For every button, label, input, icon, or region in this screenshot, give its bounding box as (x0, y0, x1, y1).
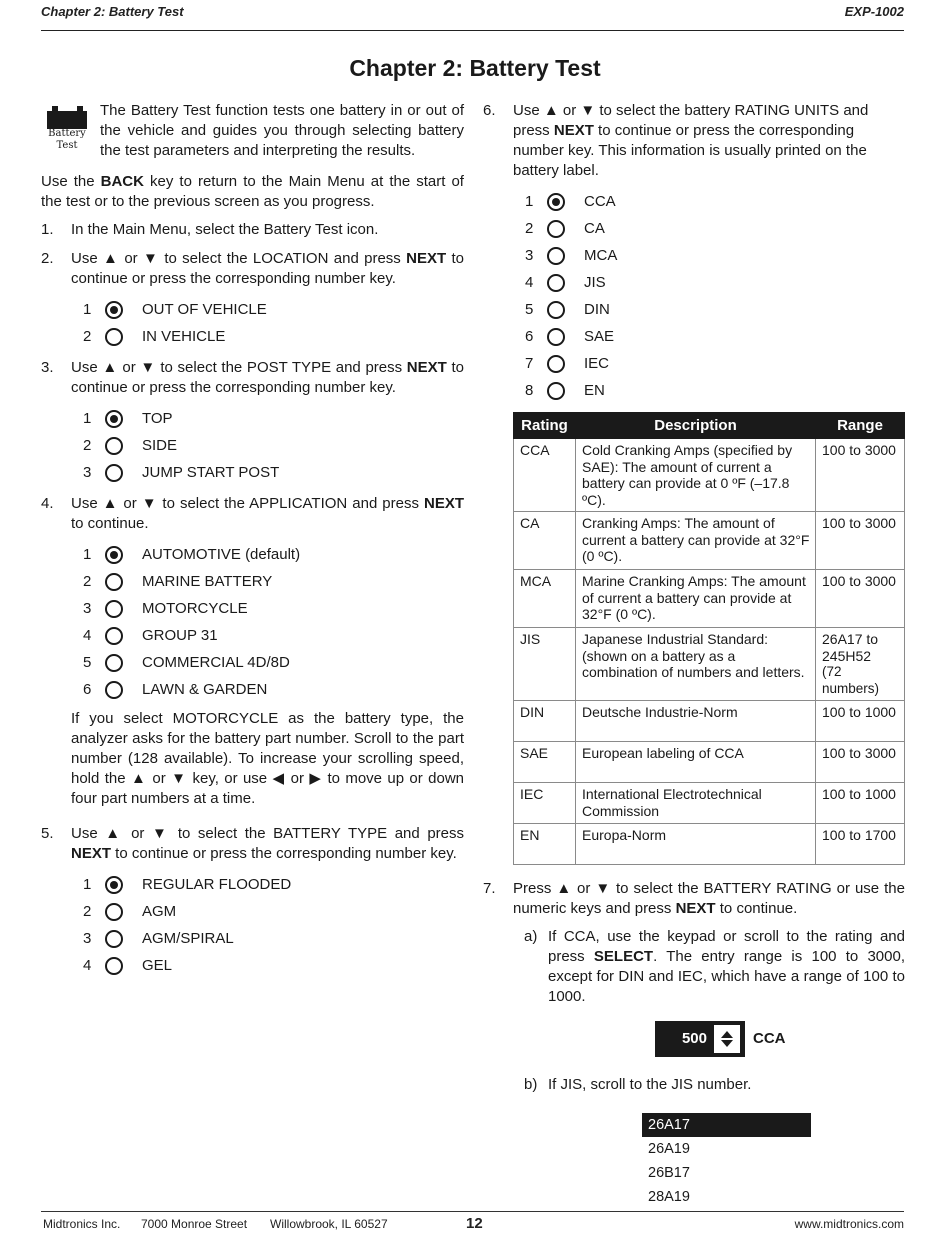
radio-icon[interactable] (105, 654, 123, 672)
option-label: COMMERCIAL 4D/8D (142, 653, 290, 671)
option-jump-start-post[interactable] (83, 459, 464, 486)
option-mca[interactable] (525, 242, 905, 269)
option-number: 6 (525, 327, 534, 345)
option-jis[interactable] (525, 269, 905, 296)
option-number: 1 (83, 300, 92, 318)
cell-range: 100 to 3000 (816, 512, 905, 570)
step-number: 1. (41, 221, 54, 238)
cell-description: Europa-Norm (576, 824, 816, 865)
option-number: 3 (83, 463, 92, 481)
option-din[interactable] (525, 296, 905, 323)
cell-range (816, 628, 905, 701)
step-text (513, 101, 905, 181)
option-number: 2 (83, 572, 92, 590)
cell-description: Deutsche Industrie-Norm (576, 701, 816, 742)
radio-icon[interactable] (105, 437, 123, 455)
cell-range: 100 to 1000 (816, 783, 905, 824)
step-2 (41, 249, 464, 350)
option-motorcycle[interactable] (83, 595, 464, 622)
page-number: 12 (466, 1215, 483, 1232)
list-item[interactable]: 26B17 (648, 1165, 690, 1181)
option-label: OUT OF VEHICLE (142, 300, 267, 318)
cell-rating: JIS (514, 628, 576, 701)
footer-rule (41, 1211, 904, 1212)
cell-range: 100 to 3000 (816, 742, 905, 783)
step-6 (483, 101, 905, 404)
col-header-rating: Rating (514, 413, 576, 439)
footer-city: Willowbrook, IL 60527 (270, 1217, 388, 1231)
step-4 (41, 494, 464, 809)
step-1 (41, 220, 464, 240)
option-number: 2 (83, 902, 92, 920)
table-row (514, 512, 905, 570)
option-label: JIS (584, 273, 606, 291)
option-label: DIN (584, 300, 610, 318)
radio-icon[interactable] (547, 247, 565, 265)
battery-caption-line1: Battery (48, 128, 86, 139)
option-agm[interactable] (83, 898, 464, 925)
step-text-pre: Use ▲ or ▼ to select the battery RATING UNITS and press (513, 102, 869, 139)
cell-range: 100 to 1700 (816, 824, 905, 865)
select-key-label: SELECT (593, 948, 654, 965)
sub-step-label: a) (524, 928, 538, 945)
option-number: 7 (525, 354, 534, 372)
option-in-vehicle[interactable] (83, 323, 464, 350)
option-ca[interactable] (525, 215, 905, 242)
sub-step-text: If JIS, scroll to the JIS number. (548, 1076, 752, 1093)
option-label: AGM/SPIRAL (142, 929, 234, 947)
next-key-label: NEXT (406, 250, 447, 267)
step-text-post: to continue or press the corresponding number key. This information is usually printed on the battery label. (513, 122, 867, 179)
radio-icon[interactable] (105, 903, 123, 921)
next-key-label: NEXT (675, 900, 716, 917)
cell-description: Marine Cranking Amps: The amount of current a battery can provide at 32°F (0 ºC). (576, 570, 816, 628)
battery-caption-line2: Test (56, 140, 78, 151)
option-number: 5 (525, 300, 534, 318)
option-label: SIDE (142, 436, 178, 454)
post-type-options (83, 405, 464, 486)
option-label: SAE (584, 327, 615, 345)
option-sae[interactable] (525, 323, 905, 350)
footer-company: Midtronics Inc. (43, 1217, 121, 1231)
step-text-pre: Use ▲ or ▼ to select the BATTERY TYPE and press (71, 825, 464, 842)
option-automotive[interactable] (83, 541, 464, 568)
radio-icon[interactable] (105, 600, 123, 618)
sub-step-label: b) (524, 1076, 538, 1093)
location-options (83, 296, 464, 350)
intro-text: The Battery Test function tests one battery in or out of the vehicle and guides you through selecting battery the test parameters and interpreting the results. (100, 102, 464, 159)
option-label: EN (584, 381, 605, 399)
rating-table (513, 412, 905, 865)
option-number: 1 (525, 192, 534, 210)
option-number: 3 (83, 599, 92, 617)
option-en[interactable] (525, 377, 905, 404)
step-7 (483, 879, 905, 919)
cell-description: European labeling of CCA (576, 742, 816, 783)
list-item[interactable]: 28A19 (648, 1189, 690, 1205)
radio-icon[interactable] (105, 681, 123, 699)
option-label: LAWN & GARDEN (142, 680, 268, 698)
cell-rating: SAE (514, 742, 576, 783)
spinner-value[interactable]: 500 (681, 1030, 707, 1047)
step-text (513, 879, 905, 919)
cell-rating: EN (514, 824, 576, 865)
radio-icon[interactable] (547, 355, 565, 373)
radio-icon[interactable] (105, 930, 123, 948)
option-label: AGM (142, 902, 177, 920)
step-7a (513, 927, 905, 1007)
option-label: MARINE BATTERY (142, 572, 273, 590)
cell-rating: CCA (514, 439, 576, 512)
radio-icon[interactable] (105, 573, 123, 591)
next-key-label: NEXT (406, 359, 447, 376)
cell-range: 100 to 1000 (816, 701, 905, 742)
table-row (514, 824, 905, 865)
option-gel[interactable] (83, 952, 464, 979)
cell-rating: DIN (514, 701, 576, 742)
back-key-label: BACK (100, 173, 144, 190)
radio-icon[interactable] (105, 627, 123, 645)
option-lawn-garden[interactable] (83, 676, 464, 703)
option-label: MOTORCYCLE (142, 599, 248, 617)
cell-range-note: (72 numbers) (822, 664, 880, 696)
option-commercial[interactable] (83, 649, 464, 676)
step-5 (41, 824, 464, 979)
jis-list[interactable] (642, 1113, 811, 1209)
rating-spinner[interactable] (655, 1021, 905, 1057)
radio-icon[interactable] (547, 220, 565, 238)
step-text: In the Main Menu, select the Battery Test icon. (71, 221, 379, 238)
radio-icon[interactable] (547, 382, 565, 400)
footer-website: www.midtronics.com (794, 1217, 904, 1231)
radio-selected-icon[interactable] (105, 301, 123, 319)
step-text (71, 494, 464, 534)
sub-step-text (548, 927, 905, 1007)
option-label: GROUP 31 (142, 626, 218, 644)
cell-description: Cranking Amps: The amount of current a battery can provide at 32°F (0 ºC). (576, 512, 816, 570)
sub-text-post: . The entry range is 100 to 3000, except for DIN and IEC, which have a range of 100 to 1000. (548, 948, 905, 1005)
option-number: 8 (525, 381, 534, 399)
page-title: Chapter 2: Battery Test (349, 55, 601, 81)
cell-range-value: 26A17 to 245H52 (822, 631, 879, 664)
option-label: MCA (584, 246, 618, 264)
option-number: 2 (83, 436, 92, 454)
battery-icon-caption (43, 128, 91, 152)
step-text-post: to continue. (71, 515, 149, 532)
step-3 (41, 358, 464, 486)
list-item-selected[interactable]: 26A17 (642, 1113, 811, 1137)
option-cca[interactable] (525, 188, 905, 215)
step-text (71, 824, 464, 864)
back-note-pre: Use the (41, 173, 101, 190)
step-number: 6. (483, 102, 496, 119)
option-number: 1 (83, 409, 92, 427)
footer-street: 7000 Monroe Street (141, 1217, 248, 1231)
option-number: 6 (83, 680, 92, 698)
table-row (514, 628, 905, 701)
step-text-post: to continue or press the corresponding number key. (71, 359, 464, 396)
battery-type-options (83, 871, 464, 979)
radio-icon[interactable] (105, 464, 123, 482)
step-text (71, 249, 464, 289)
radio-icon[interactable] (547, 301, 565, 319)
option-number: 3 (83, 929, 92, 947)
next-key-label: NEXT (553, 122, 594, 139)
option-number: 4 (83, 956, 92, 974)
back-note-post: key to return to the Main Menu at the start of the test or to the previous screen as you progress. (41, 173, 464, 210)
list-item[interactable]: 26A19 (648, 1141, 690, 1157)
table-row (514, 439, 905, 512)
cell-range: 100 to 3000 (816, 439, 905, 512)
option-number: 1 (83, 875, 92, 893)
cell-description: International Electrotechnical Commission (576, 783, 816, 824)
option-agm-spiral[interactable] (83, 925, 464, 952)
step-text-post: to continue or press the corresponding number key. (71, 250, 464, 287)
option-number: 1 (83, 545, 92, 563)
option-number: 3 (525, 246, 534, 264)
step-text-post: to continue. (715, 900, 798, 917)
step-number: 3. (41, 359, 54, 376)
cell-rating: IEC (514, 783, 576, 824)
battery-body (47, 111, 87, 129)
intro-block (41, 101, 464, 161)
running-header-model: EXP-1002 (844, 4, 904, 19)
col-header-range: Range (816, 413, 905, 439)
option-group-31[interactable] (83, 622, 464, 649)
cell-rating: CA (514, 512, 576, 570)
battery-icon (43, 106, 93, 156)
up-down-arrows-icon[interactable] (713, 1024, 741, 1054)
motorcycle-note: If you select MOTORCYCLE as the battery type, the analyzer asks for the battery part number. Scroll to the part number (128 available). To increase your scrolling speed, hold the ▲ or ▼ key, or use ◀ or ▶ to move up or down four part numbers at a time. (71, 710, 464, 807)
option-number: 5 (83, 653, 92, 671)
option-top[interactable] (83, 405, 464, 432)
option-number: 2 (83, 327, 92, 345)
option-side[interactable] (83, 432, 464, 459)
right-column (483, 101, 905, 1209)
option-regular-flooded[interactable] (83, 871, 464, 898)
radio-icon[interactable] (105, 328, 123, 346)
header-rule (41, 30, 904, 31)
option-label: AUTOMOTIVE (default) (142, 545, 301, 563)
option-iec[interactable] (525, 350, 905, 377)
step-text (71, 358, 464, 398)
step-number: 2. (41, 250, 54, 267)
option-label: GEL (142, 956, 173, 974)
rating-table-header (514, 413, 905, 439)
radio-selected-icon[interactable] (105, 546, 123, 564)
step-text-pre: Use ▲ or ▼ to select the APPLICATION and press (71, 495, 424, 512)
running-header-chapter: Chapter 2: Battery Test (41, 4, 184, 19)
step-text-post: to continue or press the corresponding number key. (111, 845, 457, 862)
sub-text-pre: If CCA, use the keypad or scroll to the rating and press (548, 928, 905, 965)
radio-selected-icon[interactable] (547, 193, 565, 211)
cell-description: Japanese Industrial Standard: (shown on a battery as a combination of numbers and letters. (576, 628, 816, 701)
option-label: REGULAR FLOODED (142, 875, 292, 893)
col-header-description: Description (576, 413, 816, 439)
option-label: IEC (584, 354, 610, 372)
arrow-down-icon[interactable] (721, 1040, 733, 1047)
option-label: CCA (584, 192, 616, 210)
radio-selected-icon[interactable] (105, 876, 123, 894)
option-label: IN VEHICLE (142, 327, 226, 345)
spinner-unit: CCA (753, 1030, 786, 1047)
left-column (41, 101, 464, 979)
option-number: 2 (525, 219, 534, 237)
table-row (514, 701, 905, 742)
cell-description: Cold Cranking Amps (specified by SAE): The amount of current a battery can provide at 0 ºF (–17.8 ºC). (576, 439, 816, 512)
option-label: TOP (142, 409, 173, 427)
back-key-note (41, 172, 464, 212)
table-row (514, 783, 905, 824)
step-text-pre: Press ▲ or ▼ to select the BATTERY RATING or use the numeric keys and press (513, 880, 905, 917)
step-text-pre: Use ▲ or ▼ to select the LOCATION and press (71, 250, 407, 267)
cell-range: 100 to 3000 (816, 570, 905, 628)
step-text-pre: Use ▲ or ▼ to select the POST TYPE and press (71, 359, 407, 376)
cell-rating: MCA (514, 570, 576, 628)
step-number: 4. (41, 495, 54, 512)
option-number: 4 (525, 273, 534, 291)
table-row (514, 742, 905, 783)
next-key-label: NEXT (71, 845, 112, 862)
step-number: 7. (483, 880, 496, 897)
rating-unit-options (525, 188, 905, 404)
radio-icon[interactable] (105, 957, 123, 975)
table-row (514, 570, 905, 628)
option-label: CA (584, 219, 605, 237)
next-key-label: NEXT (423, 495, 464, 512)
option-number: 4 (83, 626, 92, 644)
option-marine-battery[interactable] (83, 568, 464, 595)
step-7b (513, 1075, 905, 1095)
application-options (83, 541, 464, 703)
option-out-of-vehicle[interactable] (83, 296, 464, 323)
arrow-up-icon[interactable] (721, 1031, 733, 1038)
radio-icon[interactable] (547, 328, 565, 346)
step-number: 5. (41, 825, 54, 842)
option-label: JUMP START POST (142, 463, 280, 481)
radio-icon[interactable] (547, 274, 565, 292)
radio-selected-icon[interactable] (105, 410, 123, 428)
spinner-box[interactable] (655, 1021, 745, 1057)
